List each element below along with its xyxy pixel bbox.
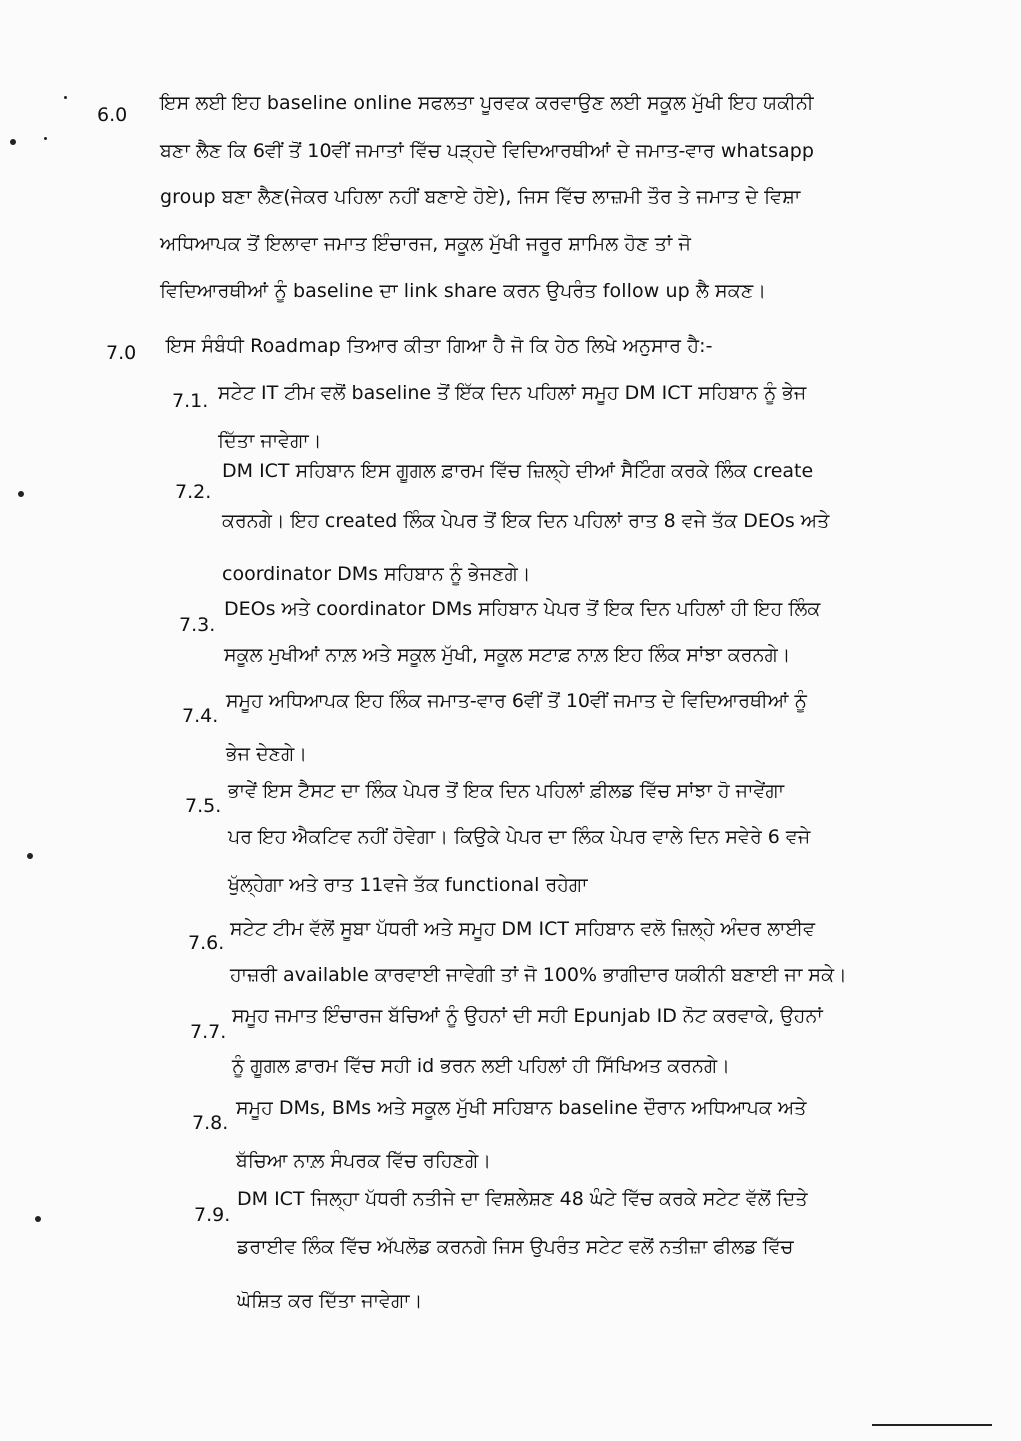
binder-hole-mark [18, 491, 24, 497]
item-text-line: DM ICT ਜਿਲ੍ਹਾ ਪੱਧਰੀ ਨਤੀਜੇ ਦਾ ਵਿਸ਼ਲੇਸ਼ਣ 48 ਘੰਟੇ ਵਿੱਚ ਕਰਕੇ ਸਟੇਟ ਵੱਲੋਂ ਦਿਤੇ [237, 1188, 808, 1210]
section-text-line: group ਬਣਾ ਲੈਣ(ਜੇਕਰ ਪਹਿਲਾ ਨਹੀਂ ਬਣਾਏ ਹੋਏ), ਜਿਸ ਵਿੱਚ ਲਾਜ਼ਮੀ ਤੌਰ ਤੇ ਜਮਾਤ ਦੇ ਵਿਸ਼ਾ [160, 186, 801, 208]
item-text-line: ਸਟੇਟ ਟੀਮ ਵੱਲੋਂ ਸੂਬਾ ਪੱਧਰੀ ਅਤੇ ਸਮੂਹ DM ICT ਸਹਿਬਾਨ ਵਲੋ ਜ਼ਿਲ੍ਹੇ ਅੰਦਰ ਲਾਈਵ [230, 918, 816, 940]
section-text-line: ਅਧਿਆਪਕ ਤੋਂ ਇਲਾਵਾ ਜਮਾਤ ਇੰਚਾਰਜ, ਸਕੂਲ ਮੁੱਖੀ ਜਰੂਰ ਸ਼ਾਮਿਲ ਹੋਣ ਤਾਂ ਜੋ [160, 233, 692, 255]
item-number: 7.2. [175, 481, 212, 503]
item-text-line: ਹਾਜ਼ਰੀ available ਕਾਰਵਾਈ ਜਾਵੇਗੀ ਤਾਂ ਜੋ 100% ਭਾਗੀਦਾਰ ਯਕੀਨੀ ਬਣਾਈ ਜਾ ਸਕੇ। [230, 964, 847, 986]
binder-hole-mark [27, 853, 33, 859]
item-text-line: ਬੱਚਿਆ ਨਾਲ਼ ਸੰਪਰਕ ਵਿੱਚ ਰਹਿਣਗੇ। [236, 1150, 492, 1172]
item-text-line: coordinator DMs ਸਹਿਬਾਨ ਨੂੰ ਭੇਜਣਗੇ। [222, 563, 531, 585]
item-text-line: ਖੁੱਲ੍ਹੇਗਾ ਅਤੇ ਰਾਤ 11ਵਜੇ ਤੱਕ functional ਰਹੇਗਾ [228, 874, 588, 896]
item-number: 7.6. [188, 932, 225, 954]
binder-hole-mark [35, 1216, 41, 1222]
item-number: 7.5. [185, 795, 222, 817]
item-text-line: ਭਾਵੇਂ ਇਸ ਟੈਸਟ ਦਾ ਲਿੰਕ ਪੇਪਰ ਤੋਂ ਇਕ ਦਿਨ ਪਹਿਲਾਂ ਫ਼ੀਲਡ ਵਿੱਚ ਸਾਂਝਾ ਹੋ ਜਾਵੇਂਗਾ [228, 780, 785, 802]
item-number: 7.8. [192, 1112, 229, 1134]
scan-speck [64, 96, 67, 99]
item-text-line: ਘੋਸ਼ਿਤ ਕਰ ਦਿੱਤਾ ਜਾਵੇਗਾ। [237, 1290, 423, 1312]
item-text-line: ਨੂੰ ਗੂਗਲ ਫ਼ਾਰਮ ਵਿੱਚ ਸਹੀ id ਭਰਨ ਲਈ ਪਹਿਲਾਂ ਹੀ ਸਿੱਖਿਅਤ ਕਰਨਗੇ। [232, 1055, 730, 1077]
item-text-line: ਭੇਜ ਦੇਣਗੇ। [226, 743, 308, 765]
item-number: 7.3. [179, 614, 216, 636]
section-number: 6.0 [97, 104, 128, 126]
section-text-line: ਇਸ ਲਈ ਇਹ baseline online ਸਫਲਤਾ ਪੂਰਵਕ ਕਰਵਾਉਣ ਲਈ ਸਕੂਲ ਮੁੱਖੀ ਇਹ ਯਕੀਨੀ [160, 92, 814, 114]
item-text-line: ਸਮੂਹ ਜਮਾਤ ਇੰਚਾਰਜ ਬੱਚਿਆਂ ਨੂੰ ਉਹਨਾਂ ਦੀ ਸਹੀ Epunjab ID ਨੋਟ ਕਰਵਾਕੇ, ਉਹਨਾਂ [232, 1005, 823, 1027]
section-number: 7.0 [106, 342, 137, 364]
item-text-line: ਡਰਾਈਵ ਲਿੰਕ ਵਿੱਚ ਅੱਪਲੋਡ ਕਰਨਗੇ ਜਿਸ ਉਪਰੰਤ ਸਟੇਟ ਵਲੋਂ ਨਤੀਜ਼ਾ ਫੀਲਡ ਵਿੱਚ [237, 1236, 794, 1258]
item-text-line: DEOs ਅਤੇ coordinator DMs ਸਹਿਬਾਨ ਪੇਪਰ ਤੋਂ ਇਕ ਦਿਨ ਪਹਿਲਾਂ ਹੀ ਇਹ ਲਿੰਕ [224, 598, 821, 620]
section-text-line: ਬਣਾ ਲੈਣ ਕਿ 6ਵੀਂ ਤੋਂ 10ਵੀਂ ਜਮਾਤਾਂ ਵਿੱਚ ਪੜ੍ਹਦੇ ਵਿਦਿਆਰਥੀਆਂ ਦੇ ਜਮਾਤ-ਵਾਰ whatsapp [160, 140, 815, 162]
binder-hole-mark [10, 139, 16, 145]
item-text-line: ਦਿੱਤਾ ਜਾਵੇਗਾ। [218, 430, 322, 452]
item-text-line: DM ICT ਸਹਿਬਾਨ ਇਸ ਗੂਗਲ ਫ਼ਾਰਮ ਵਿੱਚ ਜ਼ਿਲ੍ਹੇ ਦੀਆਂ ਸੈਟਿੰਗ ਕਰਕੇ ਲਿੰਕ create [222, 460, 814, 482]
item-number: 7.7. [190, 1021, 227, 1043]
footer-rule [872, 1424, 992, 1426]
section-text-line: ਇਸ ਸੰਬੰਧੀ Roadmap ਤਿਆਰ ਕੀਤਾ ਗਿਆ ਹੈ ਜੋ ਕਿ ਹੇਠ ਲਿਖੇ ਅਨੁਸਾਰ ਹੈ:- [166, 335, 713, 357]
item-text-line: ਸਮੂਹ ਅਧਿਆਪਕ ਇਹ ਲਿੰਕ ਜਮਾਤ-ਵਾਰ 6ਵੀਂ ਤੋਂ 10ਵੀਂ ਜਮਾਤ ਦੇ ਵਿਦਿਆਰਥੀਆਂ ਨੂੰ [226, 690, 807, 712]
item-number: 7.4. [182, 705, 219, 727]
item-text-line: ਪਰ ਇਹ ਐਕਟਿਵ ਨਹੀਂ ਹੋਵੇਗਾ। ਕਿਉਕੇ ਪੇਪਰ ਦਾ ਲਿੰਕ ਪੇਪਰ ਵਾਲੇ ਦਿਨ ਸਵੇਰੇ 6 ਵਜੇ [228, 826, 811, 848]
item-text-line: ਸਟੇਟ IT ਟੀਮ ਵਲੋਂ baseline ਤੋਂ ਇੱਕ ਦਿਨ ਪਹਿਲਾਂ ਸਮੂਹ DM ICT ਸਹਿਬਾਨ ਨੂੰ ਭੇਜ [218, 382, 807, 404]
section-text-line: ਵਿਦਿਆਰਥੀਆਂ ਨੂੰ baseline ਦਾ link share ਕਰਨ ਉਪਰੰਤ follow up ਲੈ ਸਕਣ। [160, 280, 767, 302]
item-number: 7.1. [172, 390, 209, 412]
item-text-line: ਸਮੂਹ DMs, BMs ਅਤੇ ਸਕੂਲ ਮੁੱਖੀ ਸਹਿਬਾਨ baseline ਦੌਰਾਨ ਅਧਿਆਪਕ ਅਤੇ [236, 1097, 807, 1119]
item-number: 7.9. [194, 1204, 231, 1226]
scan-speck [44, 137, 47, 140]
item-text-line: ਸਕੂਲ ਮੁਖੀਆਂ ਨਾਲ਼ ਅਤੇ ਸਕੂਲ ਮੁੱਖੀ, ਸਕੂਲ ਸਟਾਫ਼ ਨਾਲ਼ ਇਹ ਲਿੰਕ ਸਾਂਝਾ ਕਰਨਗੇ। [224, 644, 791, 666]
item-text-line: ਕਰਨਗੇ। ਇਹ created ਲਿੰਕ ਪੇਪਰ ਤੋਂ ਇਕ ਦਿਨ ਪਹਿਲਾਂ ਰਾਤ 8 ਵਜੇ ਤੱਕ DEOs ਅਤੇ [222, 510, 830, 532]
